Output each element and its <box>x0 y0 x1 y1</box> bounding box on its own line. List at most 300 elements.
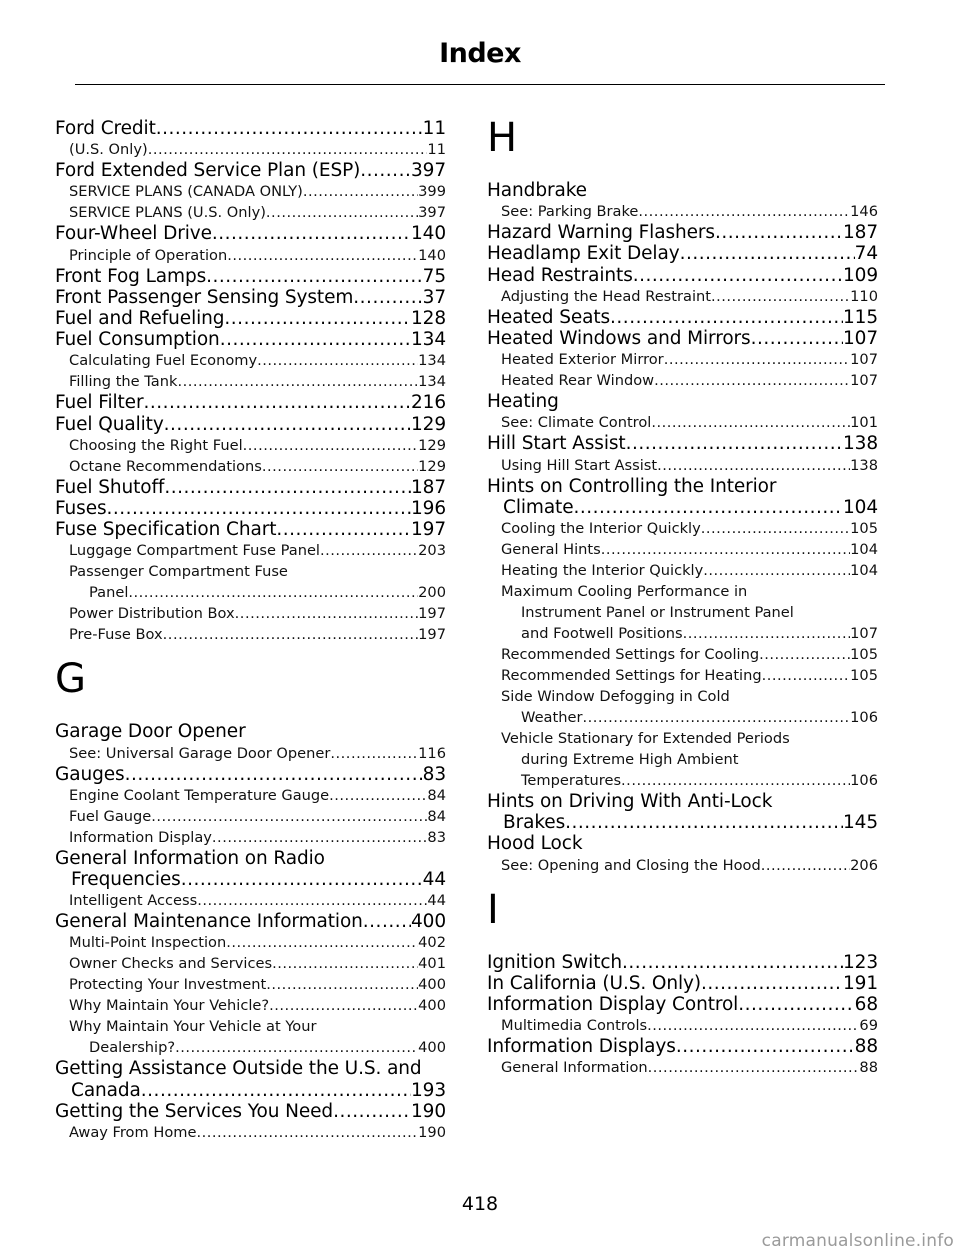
entry-title: Fuel Quality <box>55 413 164 435</box>
dot-leader <box>762 665 851 686</box>
index-subentry[interactable] <box>55 181 446 202</box>
index-subentry[interactable] <box>487 370 878 391</box>
entry-title: Luggage Compartment Fuse Panel <box>69 542 320 560</box>
entry-page-number: 74 <box>854 243 878 265</box>
index-subentry[interactable] <box>487 1015 878 1036</box>
dot-leader <box>759 644 850 665</box>
entry-title: Pre-Fuse Box <box>69 626 163 644</box>
entry-page-number: 134 <box>418 373 446 391</box>
entry-title: Ignition Switch <box>487 951 623 973</box>
entry-title: Recommended Settings for Heating <box>501 667 762 685</box>
index-subentry[interactable] <box>55 350 446 371</box>
index-subentry[interactable] <box>55 456 446 477</box>
index-subentry[interactable] <box>487 770 878 791</box>
dot-leader <box>164 414 411 435</box>
index-entry[interactable] <box>487 952 878 973</box>
index-entry[interactable] <box>55 287 446 308</box>
entry-page-number: 196 <box>410 498 446 520</box>
entry-title: Fuel Gauge <box>69 807 152 825</box>
entry-title: Front Passenger Sensing System <box>55 286 354 308</box>
index-entry-heading: Hood Lock <box>487 833 583 855</box>
dot-leader <box>128 582 418 603</box>
dot-leader <box>143 392 411 413</box>
index-entry[interactable] <box>55 118 446 139</box>
entry-page-number: 84 <box>427 786 446 804</box>
index-subentry[interactable] <box>55 624 446 645</box>
dot-leader <box>647 1015 859 1036</box>
index-entry-heading: Heating <box>487 391 559 413</box>
entry-title: See: Opening and Closing the Hood <box>501 856 761 874</box>
entry-title: Choosing the Right Fuel <box>69 436 243 454</box>
entry-title: Gauges <box>55 763 125 785</box>
entry-page-number: 399 <box>418 183 446 201</box>
index-entry[interactable] <box>55 392 446 413</box>
dot-leader <box>243 435 418 456</box>
dot-leader <box>651 412 850 433</box>
index-entry[interactable] <box>55 414 446 435</box>
dot-leader <box>262 456 418 477</box>
entry-page-number: 400 <box>418 1039 446 1057</box>
entry-page-number: 68 <box>854 994 878 1016</box>
dot-leader <box>715 222 843 243</box>
index-entry[interactable] <box>487 973 878 994</box>
entry-title: Fuel Filter <box>55 392 144 414</box>
index-subentry-heading: Maximum Cooling Performance in <box>501 583 748 601</box>
page-header <box>0 0 960 88</box>
index-subentry[interactable] <box>487 455 878 476</box>
dot-leader <box>226 932 418 953</box>
entry-page-number: 11 <box>427 141 446 159</box>
dot-leader <box>610 307 843 328</box>
index-entry[interactable] <box>55 911 446 932</box>
index-subentry[interactable] <box>55 202 446 223</box>
dot-leader <box>657 455 850 476</box>
dot-leader <box>676 1036 855 1057</box>
entry-title: Power Distribution Box <box>69 605 235 623</box>
entry-page-number: 190 <box>410 1100 446 1122</box>
index-entry[interactable] <box>487 994 878 1015</box>
entry-title: Heated Windows and Mirrors <box>487 328 751 350</box>
index-subentry[interactable] <box>487 665 878 686</box>
dot-leader <box>363 911 411 932</box>
page-title: Index <box>439 38 521 69</box>
entry-title: Hazard Warning Flashers <box>487 222 715 244</box>
index-subentry[interactable] <box>55 974 446 995</box>
dot-leader <box>360 160 411 181</box>
entry-page-number: 193 <box>410 1079 446 1101</box>
entry-page-number: 107 <box>850 625 878 643</box>
dot-leader <box>738 994 854 1015</box>
index-subentry[interactable] <box>487 518 878 539</box>
entry-title: Heated Exterior Mirror <box>501 351 664 369</box>
entry-page-number: 106 <box>850 709 878 727</box>
index-subentry[interactable] <box>55 827 446 848</box>
entry-title: Information Displays <box>487 1036 676 1058</box>
entry-title: SERVICE PLANS (U.S. Only) <box>69 204 266 222</box>
entry-title: Adjusting the Head Restraint <box>501 287 711 305</box>
index-entry[interactable] <box>55 498 446 519</box>
entry-title: Getting the Services You Need <box>55 1100 334 1122</box>
entry-page-number: 44 <box>422 869 446 891</box>
entry-page-number: 206 <box>850 856 878 874</box>
dot-leader <box>701 973 843 994</box>
index-subentry[interactable] <box>55 540 446 561</box>
entry-title: Fuel Shutoff <box>55 476 165 498</box>
entry-page-number: 400 <box>418 997 446 1015</box>
entry-page-number: 402 <box>418 934 446 952</box>
index-subentry[interactable] <box>487 539 878 560</box>
index-subentry[interactable] <box>55 435 446 456</box>
index-entry[interactable] <box>487 307 878 328</box>
entry-page-number: 397 <box>410 160 446 182</box>
entry-title: Climate <box>503 496 574 518</box>
index-subentry[interactable] <box>55 743 446 764</box>
dot-leader <box>711 286 850 307</box>
dot-leader <box>163 624 418 645</box>
index-subentry[interactable] <box>55 1037 446 1058</box>
index-entry-heading: Getting Assistance Outside the U.S. and <box>55 1058 422 1080</box>
dot-leader <box>648 1057 860 1078</box>
entry-title: Calculating Fuel Economy <box>69 352 258 370</box>
dot-leader <box>330 743 418 764</box>
index-entry-heading: General Information on Radio <box>55 847 325 869</box>
dot-leader <box>227 245 418 266</box>
entry-title: Recommended Settings for Cooling <box>501 646 760 664</box>
index-subentry[interactable] <box>487 412 878 433</box>
dot-leader <box>353 287 422 308</box>
dot-leader <box>680 243 855 264</box>
entry-page-number: 88 <box>854 1036 878 1058</box>
entry-title: Dealership? <box>89 1039 176 1057</box>
entry-page-number: 187 <box>410 476 446 498</box>
entry-title: Fuel and Refueling <box>55 308 225 330</box>
entry-title: See: Parking Brake <box>501 203 639 221</box>
header-rule <box>75 84 885 85</box>
dot-leader <box>257 350 418 371</box>
index-subentry[interactable] <box>487 707 878 728</box>
dot-leader <box>266 974 418 995</box>
entry-page-number: 146 <box>850 203 878 221</box>
entry-title: General Hints <box>501 541 601 559</box>
entry-page-number: 101 <box>850 414 878 432</box>
entry-title: Head Restraints <box>487 264 633 286</box>
entry-title: Ford Extended Service Plan (ESP) <box>55 160 361 182</box>
entry-title: Why Maintain Your Vehicle? <box>69 997 270 1015</box>
entry-title: Fuel Consumption <box>55 329 220 351</box>
index-entry[interactable] <box>55 869 446 890</box>
dot-leader <box>664 349 850 370</box>
index-subentry[interactable] <box>487 644 878 665</box>
dot-leader <box>220 329 411 350</box>
entry-title: Brakes <box>503 812 566 834</box>
index-entry[interactable] <box>55 764 446 785</box>
index-entry[interactable] <box>487 328 878 349</box>
entry-page-number: 129 <box>418 436 446 454</box>
index-subentry[interactable] <box>487 560 878 581</box>
entry-page-number: 129 <box>418 457 446 475</box>
entry-page-number: 140 <box>418 246 446 264</box>
entry-title: Hill Start Assist <box>487 433 626 455</box>
dot-leader <box>269 995 418 1016</box>
entry-page-number: 115 <box>842 306 878 328</box>
dot-leader <box>329 785 427 806</box>
dot-leader <box>761 855 850 876</box>
index-entry[interactable] <box>487 497 878 518</box>
dot-leader <box>320 540 418 561</box>
dot-leader <box>177 371 418 392</box>
dot-leader <box>125 764 423 785</box>
entry-page-number: 88 <box>859 1059 878 1077</box>
section-letter: H <box>487 115 518 161</box>
dot-leader <box>276 519 411 540</box>
index-subentry[interactable] <box>487 623 878 644</box>
index-subentry[interactable] <box>55 785 446 806</box>
index-column-right <box>487 115 878 1078</box>
dot-leader <box>107 498 411 519</box>
index-subentry-heading: Side Window Defogging in Cold <box>501 688 730 706</box>
entry-title: Octane Recommendations <box>69 457 262 475</box>
dot-leader <box>164 477 411 498</box>
entry-title: See: Universal Garage Door Opener <box>69 744 331 762</box>
dot-leader <box>633 265 843 286</box>
dot-leader <box>626 433 843 454</box>
dot-leader <box>181 869 423 890</box>
index-subentry[interactable] <box>55 139 446 160</box>
entry-title: General Information <box>501 1059 648 1077</box>
entry-page-number: 191 <box>842 972 878 994</box>
entry-page-number: 106 <box>850 772 878 790</box>
dot-leader <box>654 370 850 391</box>
entry-page-number: 134 <box>418 352 446 370</box>
entry-page-number: 84 <box>427 807 446 825</box>
entry-title: Fuses <box>55 498 107 520</box>
entry-page-number: 116 <box>418 744 446 762</box>
entry-title: Ford Credit <box>55 118 156 139</box>
entry-title: Multi-Point Inspection <box>69 934 227 952</box>
entry-page-number: 203 <box>418 542 446 560</box>
entry-title: Owner Checks and Services <box>69 955 273 973</box>
dot-leader <box>224 308 411 329</box>
index-entry[interactable] <box>487 265 878 286</box>
dot-leader <box>565 812 843 833</box>
entry-title: Filling the Tank <box>69 373 178 391</box>
entry-title: Principle of Operation <box>69 246 228 264</box>
index-subentry[interactable] <box>55 245 446 266</box>
dot-leader <box>683 623 851 644</box>
entry-page-number: 197 <box>418 605 446 623</box>
entry-title: Intelligent Access <box>69 892 198 910</box>
entry-title: Fuse Specification Chart <box>55 519 277 541</box>
index-entry[interactable] <box>55 477 446 498</box>
index-entry[interactable] <box>487 812 878 833</box>
dot-leader <box>574 497 843 518</box>
dot-leader <box>235 603 418 624</box>
entry-title: Panel <box>89 584 129 602</box>
entry-title: Front Fog Lamps <box>55 265 207 287</box>
entry-page-number: 197 <box>418 626 446 644</box>
dot-leader <box>303 181 418 202</box>
entry-page-number: 128 <box>410 308 446 330</box>
dot-leader <box>175 1037 418 1058</box>
page-number: 418 <box>461 1193 499 1215</box>
index-column-left <box>55 118 446 1143</box>
index-entry[interactable] <box>487 1036 878 1057</box>
entry-page-number: 11 <box>422 118 446 139</box>
dot-leader <box>151 806 427 827</box>
entry-page-number: 105 <box>850 520 878 538</box>
entry-page-number: 190 <box>418 1124 446 1142</box>
entry-title: Heating the Interior Quickly <box>501 562 704 580</box>
entry-page-number: 134 <box>410 329 446 351</box>
entry-page-number: 69 <box>859 1017 878 1035</box>
entry-page-number: 104 <box>842 496 878 518</box>
entry-title: Information Display <box>69 828 212 846</box>
entry-page-number: 129 <box>410 413 446 435</box>
entry-title: Frequencies <box>71 869 181 891</box>
index-subentry[interactable] <box>487 201 878 222</box>
dot-leader <box>212 223 411 244</box>
entry-title: Information Display Control <box>487 994 739 1016</box>
index-entry[interactable] <box>55 160 446 181</box>
entry-title: SERVICE PLANS (CANADA ONLY) <box>69 183 303 201</box>
dot-leader <box>622 952 843 973</box>
index-subentry[interactable] <box>55 932 446 953</box>
entry-title: Protecting Your Investment <box>69 976 267 994</box>
entry-page-number: 187 <box>842 222 878 244</box>
entry-title: Away From Home <box>69 1124 197 1142</box>
entry-page-number: 107 <box>850 351 878 369</box>
entry-page-number: 110 <box>850 287 878 305</box>
entry-title: (U.S. Only) <box>69 141 148 159</box>
index-subentry-heading: Why Maintain Your Vehicle at Your <box>69 1018 317 1036</box>
index-entry[interactable] <box>487 243 878 264</box>
entry-page-number: 401 <box>418 955 446 973</box>
entry-page-number: 44 <box>427 892 446 910</box>
entry-page-number: 400 <box>418 976 446 994</box>
dot-leader <box>141 1080 411 1101</box>
entry-title: Cooling the Interior Quickly <box>501 520 701 538</box>
dot-leader <box>638 201 850 222</box>
index-subentry[interactable] <box>55 582 446 603</box>
index-subentry[interactable] <box>55 1122 446 1143</box>
entry-page-number: 107 <box>842 328 878 350</box>
index-subentry-heading: during Extreme High Ambient <box>521 751 739 769</box>
entry-title: Heated Seats <box>487 306 611 328</box>
entry-title: Headlamp Exit Delay <box>487 243 680 265</box>
entry-title: Heated Rear Window <box>501 372 655 390</box>
index-entry[interactable] <box>55 1101 446 1122</box>
entry-page-number: 400 <box>410 911 446 933</box>
index-subentry-heading: Vehicle Stationary for Extended Periods <box>501 730 790 748</box>
entry-title: In California (U.S. Only) <box>487 972 702 994</box>
entry-title: and Footwell Positions <box>521 625 683 643</box>
entry-page-number: 83 <box>427 828 446 846</box>
entry-page-number: 197 <box>410 519 446 541</box>
dot-leader <box>156 118 423 139</box>
index-entry-heading: Handbrake <box>487 180 587 201</box>
dot-leader <box>621 770 850 791</box>
entry-page-number: 140 <box>410 223 446 245</box>
dot-leader <box>148 139 428 160</box>
entry-page-number: 105 <box>850 667 878 685</box>
section-letter: I <box>487 886 499 933</box>
index-subentry[interactable] <box>487 286 878 307</box>
entry-page-number: 216 <box>410 392 446 414</box>
entry-page-number: 138 <box>842 433 878 455</box>
entry-page-number: 107 <box>850 372 878 390</box>
dot-leader <box>601 539 850 560</box>
entry-page-number: 138 <box>850 456 878 474</box>
index-entry[interactable] <box>55 519 446 540</box>
index-subentry[interactable] <box>55 603 446 624</box>
entry-title: Engine Coolant Temperature Gauge <box>69 786 330 804</box>
dot-leader <box>751 328 843 349</box>
index-entry[interactable] <box>487 222 878 243</box>
entry-title: See: Climate Control <box>501 414 652 432</box>
entry-page-number: 75 <box>422 265 446 287</box>
dot-leader <box>703 560 850 581</box>
watermark[interactable]: carmanualsonline.info <box>761 1231 954 1251</box>
entry-page-number: 83 <box>422 763 446 785</box>
index-subentry[interactable] <box>55 995 446 1016</box>
entry-page-number: 37 <box>422 286 446 308</box>
entry-page-number: 397 <box>418 204 446 222</box>
dot-leader <box>333 1101 411 1122</box>
entry-page-number: 200 <box>418 584 446 602</box>
index-entry[interactable] <box>55 1080 446 1101</box>
dot-leader <box>272 953 418 974</box>
entry-title: Canada <box>71 1079 141 1101</box>
dot-leader <box>197 890 427 911</box>
index-entry-heading: Hints on Driving With Anti-Lock <box>487 791 773 813</box>
index-subentry[interactable] <box>487 349 878 370</box>
dot-leader <box>212 827 428 848</box>
index-subentry[interactable] <box>55 806 446 827</box>
entry-title: Four-Wheel Drive <box>55 223 212 245</box>
dot-leader <box>266 202 418 223</box>
index-subentry-heading: Instrument Panel or Instrument Panel <box>521 604 794 622</box>
entry-page-number: 105 <box>850 646 878 664</box>
index-subentry[interactable] <box>55 371 446 392</box>
index-subentry[interactable] <box>55 953 446 974</box>
index-entry[interactable] <box>55 266 446 287</box>
entry-page-number: 123 <box>842 951 878 973</box>
entry-title: Temperatures <box>521 772 622 790</box>
entry-page-number: 104 <box>850 541 878 559</box>
entry-title: Multimedia Controls <box>501 1017 648 1035</box>
dot-leader <box>206 266 423 287</box>
index-entry[interactable] <box>55 308 446 329</box>
index-subentry[interactable] <box>55 890 446 911</box>
index-entry[interactable] <box>55 329 446 350</box>
index-entry-heading: Hints on Controlling the Interior <box>487 475 777 497</box>
dot-leader <box>196 1122 418 1143</box>
index-subentry-heading: Passenger Compartment Fuse <box>69 563 288 581</box>
dot-leader <box>701 518 850 539</box>
index-entry-heading: Garage Door Opener <box>55 721 246 743</box>
dot-leader <box>582 707 850 728</box>
entry-page-number: 109 <box>842 264 878 286</box>
index-subentry[interactable] <box>487 855 878 876</box>
entry-title: Weather <box>521 709 583 727</box>
entry-page-number: 145 <box>842 812 878 834</box>
entry-page-number: 104 <box>850 562 878 580</box>
index-entry[interactable] <box>487 433 878 454</box>
section-letter: G <box>55 656 86 703</box>
index-entry[interactable] <box>55 223 446 244</box>
entry-title: General Maintenance Information <box>55 911 363 933</box>
index-subentry[interactable] <box>487 1057 878 1078</box>
